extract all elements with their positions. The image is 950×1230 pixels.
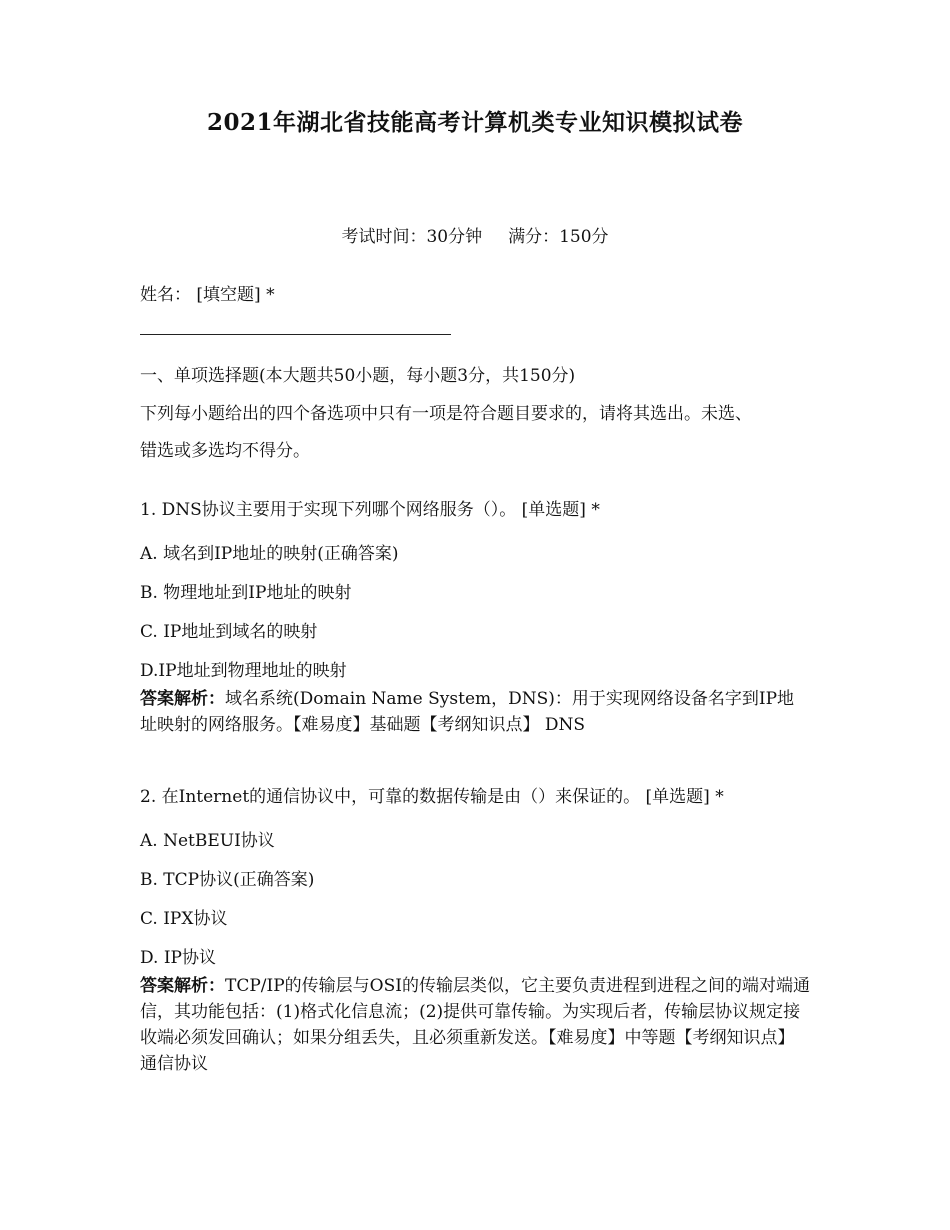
instructions-line-1: 下列每小题给出的四个备选项中只有一项是符合题目要求的，请将其选出。未选、 xyxy=(140,404,752,424)
analysis-text: 域名系统(Domain Name System，DNS)：用于实现网络设备名字到IP地址映射的网络服务。【难易度】基础题【考纲知识点】 DNS xyxy=(140,689,795,735)
instructions-line-2: 错选或多选均不得分。 xyxy=(140,441,310,461)
question-2-stem: 2. 在Internet的通信协议中，可靠的数据传输是由（）来保证的。 [单选题] * xyxy=(140,787,724,807)
question-2-option-d[interactable]: D. IP协议 xyxy=(140,948,216,968)
question-1-option-a[interactable]: A. 域名到IP地址的映射(正确答案) xyxy=(140,544,399,564)
question-1-option-d[interactable]: D.IP地址到物理地址的映射 xyxy=(140,661,347,681)
analysis-label: 答案解析： xyxy=(140,689,225,709)
document-title: 2021年湖北省技能高考计算机类专业知识模拟试卷 xyxy=(206,109,743,136)
full-score: 满分：150分 xyxy=(508,227,609,247)
analysis-text: TCP/IP的传输层与OSI的传输层类似，它主要负责进程到进程之间的端对端通信，其功能包括：(1)格式化信息流；(2)提供可靠传输。为实现后者，传输层协议规定接收端必须发回确认；如果分组丢失，且必须重新发送。【难易度】中等题【考纲知识点】通信协议 xyxy=(140,976,810,1074)
exam-meta xyxy=(0,222,950,247)
question-2-option-c[interactable]: C. IPX协议 xyxy=(140,909,228,929)
question-2-option-b[interactable]: B. TCP协议(正确答案) xyxy=(140,870,315,890)
name-answer-line[interactable] xyxy=(140,334,451,335)
section-heading: 一、单项选择题(本大题共50小题，每小题3分，共150分) xyxy=(140,366,576,386)
question-1-stem: 1. DNS协议主要用于实现下列哪个网络服务（）。 [单选题] * xyxy=(140,500,600,520)
exam-time: 考试时间：30分钟 xyxy=(341,227,483,247)
name-field-label: 姓名： [填空题] * xyxy=(140,285,275,305)
question-1-option-c[interactable]: C. IP地址到域名的映射 xyxy=(140,622,318,642)
question-1-option-b[interactable]: B. 物理地址到IP地址的映射 xyxy=(140,583,352,603)
analysis-label: 答案解析： xyxy=(140,976,225,996)
question-1-analysis xyxy=(140,686,810,738)
question-2-analysis xyxy=(140,973,810,1077)
question-2-option-a[interactable]: A. NetBEUI协议 xyxy=(140,831,275,851)
